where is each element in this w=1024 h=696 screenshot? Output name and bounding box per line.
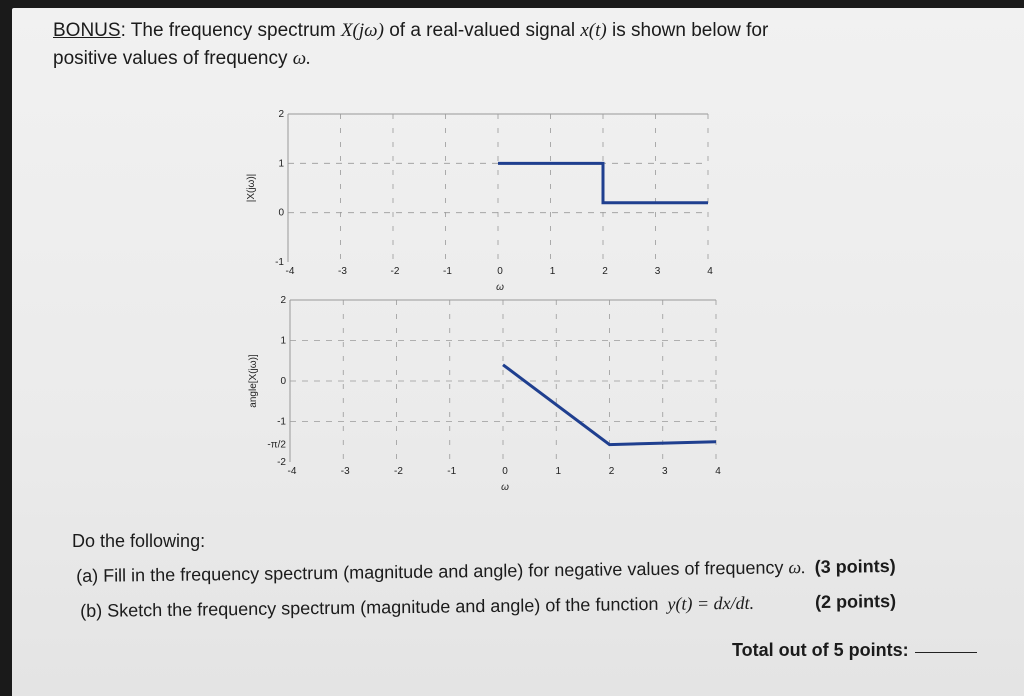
bonus-label: BONUS	[53, 20, 121, 41]
x-tick-label: 2	[608, 466, 615, 477]
y-tick-label: 1	[278, 158, 284, 170]
y-tick-label: -2	[277, 457, 286, 468]
magnitude-plot	[246, 109, 713, 293]
x-tick-label: 1	[549, 266, 556, 277]
x-tick-label: -1	[443, 266, 452, 277]
x-tick-label: 2	[602, 266, 608, 277]
y-axis-label: angle[X(jω)]	[248, 354, 259, 408]
y-tick-label: -1	[277, 416, 286, 428]
angle-plot	[248, 295, 721, 493]
y-tick-label: -1	[275, 257, 284, 268]
line1-part-c: is shown below for	[612, 20, 769, 41]
y-tick-label: 0	[280, 376, 286, 387]
task-a-symbol: ω.	[788, 557, 806, 578]
y-tick-label: 0	[278, 207, 284, 219]
line2-part-a: positive values of frequency	[53, 48, 288, 69]
x-tick-label: -3	[340, 466, 350, 477]
x-tick-label: -3	[338, 266, 347, 277]
x-tick-label: 0	[497, 266, 503, 277]
y-tick-label: -π/2	[267, 439, 286, 451]
total-points	[732, 640, 977, 661]
signal-symbol: x(t)	[580, 20, 607, 41]
x-tick-label: 3	[654, 266, 661, 277]
x-axis-label: ω	[496, 282, 504, 293]
spectrum-symbol: X(jω)	[340, 20, 384, 41]
omega-symbol: ω.	[292, 48, 311, 69]
y-tick-label: 1	[280, 335, 286, 347]
x-tick-label: 4	[707, 266, 713, 277]
task-b-points: (2 points)	[814, 591, 897, 613]
task-a-text: (a) Fill in the frequency spectrum (magnitude and angle) for negative values of frequency	[76, 557, 784, 586]
x-tick-label: -2	[390, 266, 400, 277]
x-tick-label: -4	[287, 466, 297, 477]
total-answer-blank[interactable]	[915, 652, 977, 653]
total-label: Total out of 5 points:	[732, 640, 909, 660]
x-tick-label: 1	[555, 466, 562, 477]
series-line	[498, 163, 708, 202]
x-tick-label: 0	[502, 466, 508, 477]
series-line	[503, 365, 716, 445]
x-tick-label: 4	[715, 466, 721, 477]
task-intro: Do the following:	[72, 531, 206, 551]
task-b-text: (b) Sketch the frequency spectrum (magnitude and angle) of the function	[80, 593, 659, 621]
task-a-points: (3 points)	[814, 555, 896, 577]
y-tick-label: 2	[278, 109, 284, 120]
x-tick-label: -2	[394, 466, 403, 477]
line1-part-b: of a real-valued signal	[389, 20, 576, 41]
x-tick-label: 3	[661, 466, 668, 477]
y-axis-label: |X(jω)|	[246, 173, 257, 203]
line1-part-a: : The frequency spectrum	[120, 20, 336, 41]
y-tick-label: 2	[280, 295, 286, 306]
x-axis-label: ω	[501, 482, 509, 493]
task-b-symbol: y(t) = dx/dt.	[667, 592, 755, 614]
x-tick-label: -4	[285, 266, 295, 277]
x-tick-label: -1	[447, 466, 457, 477]
